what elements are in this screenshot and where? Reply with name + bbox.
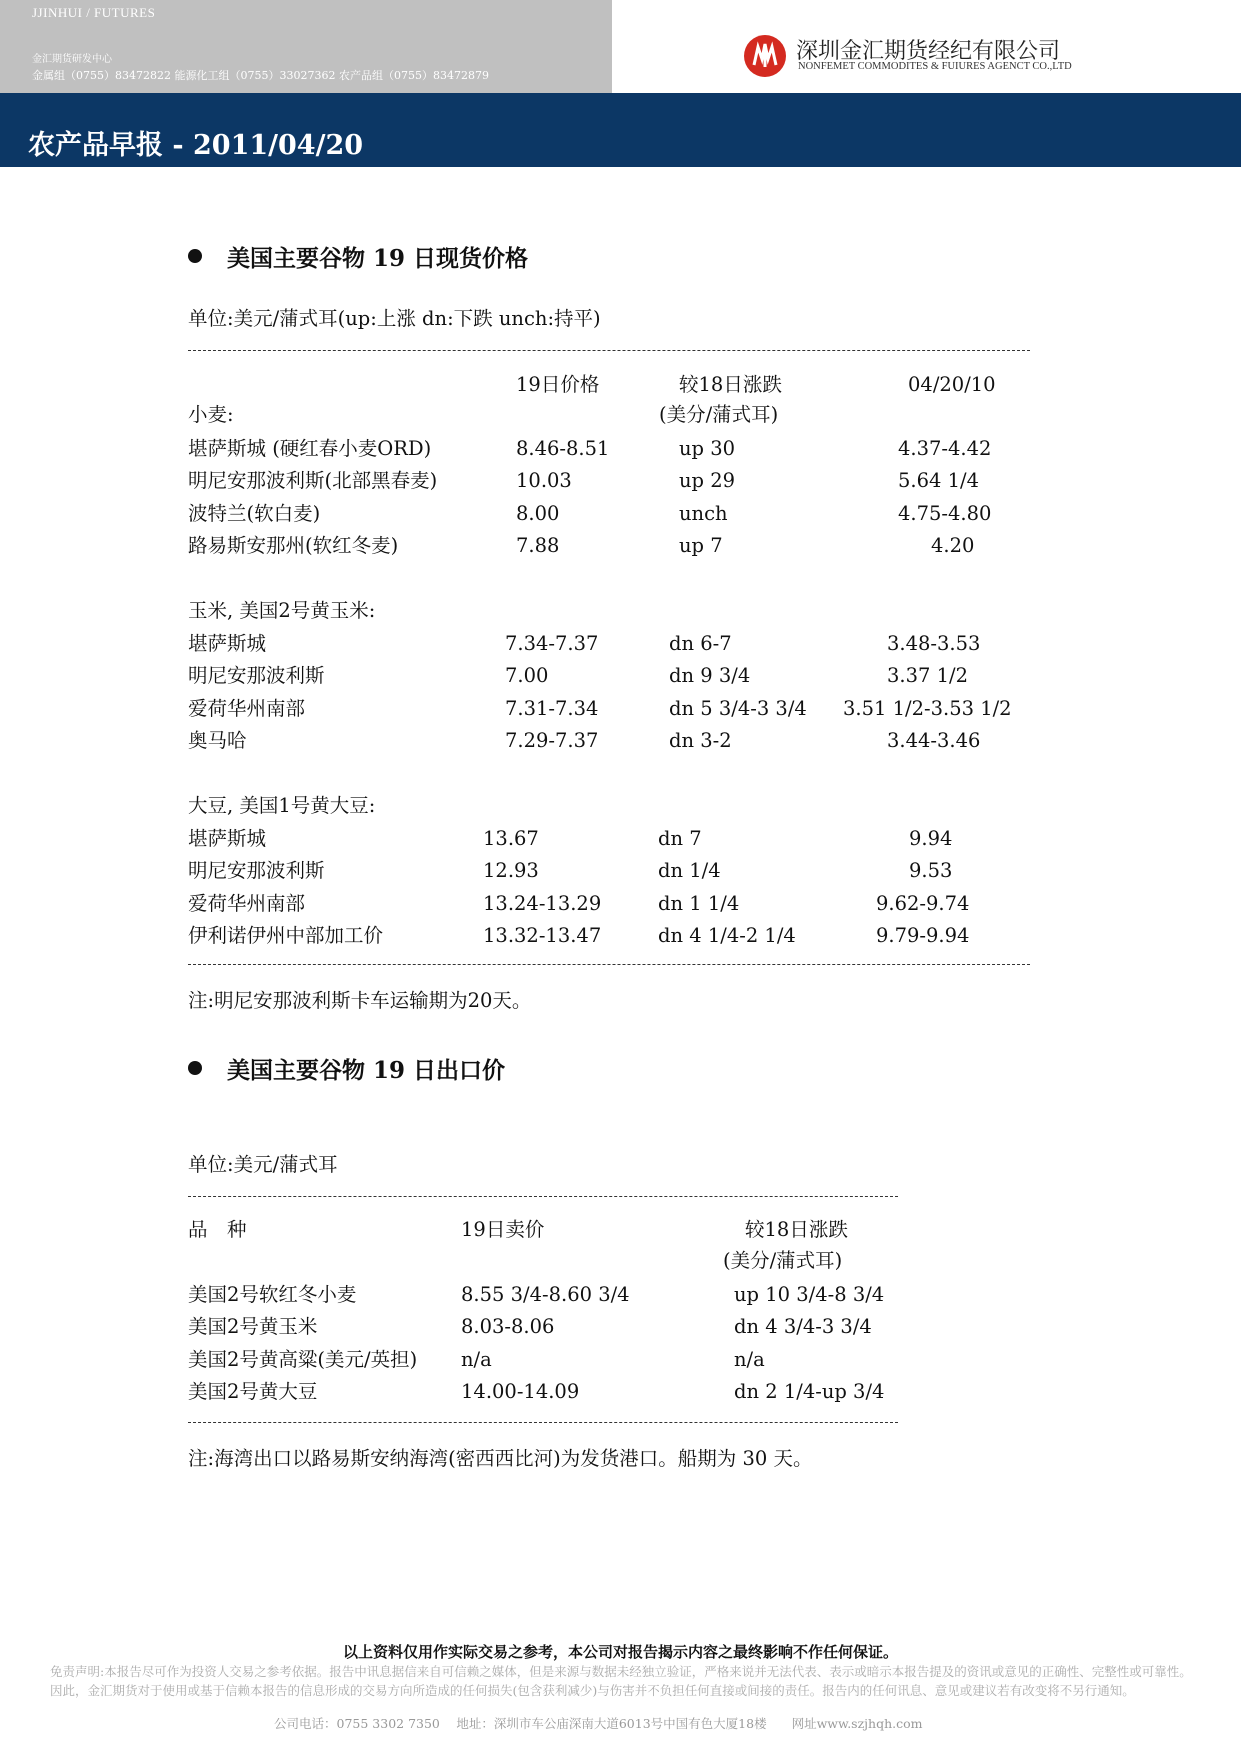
section2-unit: 单位:美元/蒲式耳 (188, 1153, 338, 1176)
row-year: 9.94 (909, 827, 953, 850)
row-name: 路易斯安那州(软红冬麦) (188, 534, 399, 557)
col-price-header: 19日卖价 (461, 1218, 545, 1241)
row-change: dn 2 1/4-up 3/4 (734, 1380, 885, 1403)
row-year: 3.37 1/2 (887, 664, 968, 687)
row-year: 4.20 (931, 534, 975, 557)
col-price-header: 19日价格 (516, 373, 600, 396)
row-change: dn 5 3/4-3 3/4 (669, 697, 807, 720)
row-name: 明尼安那波利斯 (188, 859, 325, 882)
header-phones: 金属组（0755）83472822 能源化工组（0755）33027362 农产品组（0755）83472879 (32, 69, 489, 82)
row-year: 3.51 1/2-3.53 1/2 (843, 697, 1012, 720)
header-research-center: 金汇期货研发中心 (32, 54, 112, 65)
row-change: dn 3-2 (669, 729, 732, 752)
row-price: 10.03 (516, 469, 572, 492)
row-name: 爱荷华州南部 (188, 697, 306, 720)
row-year: 9.62-9.74 (876, 892, 970, 915)
row-name: 伊利诺伊州中部加工价 (188, 924, 384, 947)
soy-heading: 大豆, 美国1号黄大豆: (188, 794, 376, 817)
footer-statement: 以上资料仅用作实际交易之参考，本公司对报告揭示内容之最终影响不作任何保证。 (342, 1643, 898, 1661)
row-year: 3.44-3.46 (887, 729, 981, 752)
row-change: unch (679, 502, 728, 525)
divider (188, 1196, 898, 1197)
corn-heading: 玉米, 美国2号黄玉米: (188, 599, 376, 622)
row-price: 13.67 (483, 827, 539, 850)
row-change: dn 4 3/4-3 3/4 (734, 1315, 872, 1338)
col-change-unit: (美分/蒲式耳) (723, 1249, 843, 1272)
row-change: dn 6-7 (669, 632, 732, 655)
row-change: up 30 (679, 437, 736, 460)
company-name-cn: 深圳金汇期货经纪有限公司 (796, 39, 1061, 64)
section2-title: 美国主要谷物 19 日出口价 (188, 1052, 505, 1085)
row-year: 9.79-9.94 (876, 924, 970, 947)
row-price: 8.46-8.51 (516, 437, 610, 460)
row-change: up 10 3/4-8 3/4 (734, 1283, 885, 1306)
col-change-unit: (美分/蒲式耳) (659, 403, 779, 426)
row-name: 奥马哈 (188, 729, 247, 752)
row-price: 7.00 (505, 664, 549, 687)
row-change: dn 7 (658, 827, 702, 850)
divider (188, 350, 1030, 351)
row-name: 波特兰(软白麦) (188, 502, 321, 525)
row-change: up 29 (679, 469, 736, 492)
header-brand: JJINHUI / FUTURES (32, 5, 156, 20)
bullet-icon (188, 249, 202, 263)
col-change-header: 较18日涨跌 (679, 373, 782, 396)
row-name: 明尼安那波利斯 (188, 664, 325, 687)
divider (188, 1422, 898, 1423)
section2-note: 注:海湾出口以路易斯安纳海湾(密西西比河)为发货港口。船期为 30 天。 (188, 1447, 813, 1470)
section1-title: 美国主要谷物 19 日现货价格 (188, 240, 528, 273)
row-year: 4.37-4.42 (898, 437, 992, 460)
col-variety-header: 品 种 (188, 1218, 247, 1241)
row-price: 12.93 (483, 859, 539, 882)
row-price: 13.32-13.47 (483, 924, 602, 947)
row-change: n/a (734, 1348, 765, 1371)
row-price: n/a (461, 1348, 492, 1371)
row-price: 13.24-13.29 (483, 892, 602, 915)
row-change: up 7 (679, 534, 723, 557)
footer-disclaimer: 免责声明:本报告尽可作为投资人交易之参考依据。报告中讯息据信来自可信赖之媒体，但是来源与数据未经独立验证，严格来说并无法代表、表示或暗示本报告提及的资讯或意见的正确性、完整性或可靠性。因此，金汇期货对于使用或基于信赖本报告的信息形成的交易方向所造成的任何损失(包含获利减少)与伤害并不负担任何直接或间接的责任。报告内的任何讯息、意见或建议若有改变将不另行通知。 (50, 1664, 1192, 1698)
jinhui-logo-icon (744, 35, 786, 77)
row-year: 3.48-3.53 (887, 632, 981, 655)
section1-unit: 单位:美元/蒲式耳(up:上涨 dn:下跌 unch:持平) (188, 307, 601, 330)
row-name: 堪萨斯城 (188, 827, 267, 850)
row-price: 14.00-14.09 (461, 1380, 580, 1403)
row-name: 爱荷华州南部 (188, 892, 306, 915)
row-change: dn 4 1/4-2 1/4 (658, 924, 796, 947)
row-name: 堪萨斯城 (硬红春小麦ORD) (188, 437, 432, 460)
report-title: 农产品早报 - 2011/04/20 (28, 130, 364, 161)
bullet-icon (188, 1061, 202, 1075)
row-name: 堪萨斯城 (188, 632, 267, 655)
row-year: 5.64 1/4 (898, 469, 979, 492)
row-price: 8.03-8.06 (461, 1315, 555, 1338)
row-price: 7.29-7.37 (505, 729, 599, 752)
wheat-heading: 小麦: (188, 403, 234, 426)
row-name: 明尼安那波利斯(北部黑春麦) (188, 469, 438, 492)
row-price: 7.31-7.34 (505, 697, 599, 720)
divider (188, 964, 1030, 965)
company-name-en: NONFEMET COMMODITES & FUIURES AGENCT CO.,LTD (798, 61, 1072, 72)
row-name: 美国2号黄大豆 (188, 1380, 318, 1403)
col-change-header: 较18日涨跌 (745, 1218, 848, 1241)
row-name: 美国2号黄玉米 (188, 1315, 318, 1338)
row-price: 8.55 3/4-8.60 3/4 (461, 1283, 630, 1306)
row-change: dn 1 1/4 (658, 892, 740, 915)
row-price: 8.00 (516, 502, 560, 525)
row-year: 9.53 (909, 859, 953, 882)
section1-note: 注:明尼安那波利斯卡车运输期为20天。 (188, 989, 532, 1012)
row-change: dn 1/4 (658, 859, 721, 882)
row-price: 7.88 (516, 534, 560, 557)
row-change: dn 9 3/4 (669, 664, 751, 687)
footer-contact: 公司电话：0755 3302 7350 地址：深圳市车公庙深南大道6013号中国有色大厦18楼 网址www.szjhqh.com (274, 1716, 923, 1731)
row-name: 美国2号黄高粱(美元/英担) (188, 1348, 418, 1371)
row-year: 4.75-4.80 (898, 502, 992, 525)
col-year-header: 04/20/10 (908, 373, 996, 396)
row-name: 美国2号软红冬小麦 (188, 1283, 357, 1306)
row-price: 7.34-7.37 (505, 632, 599, 655)
